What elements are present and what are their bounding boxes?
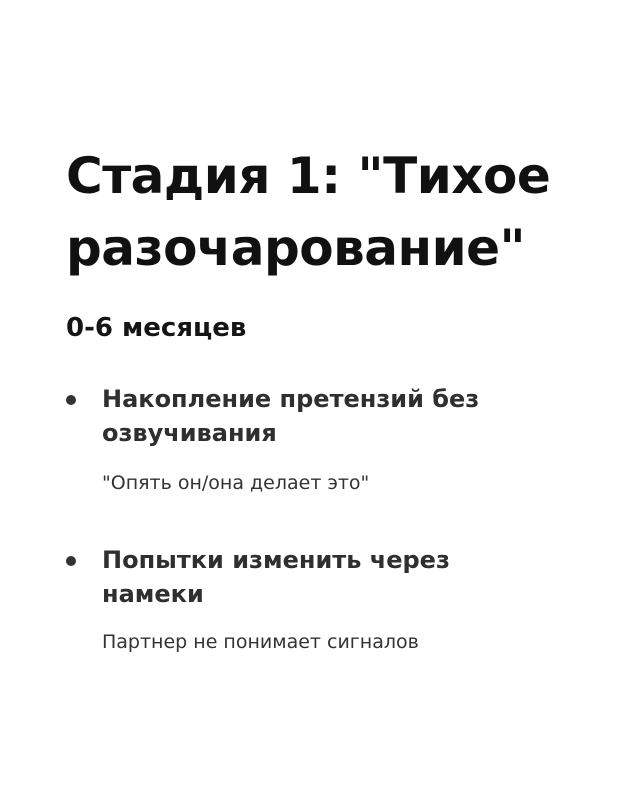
bullet-icon xyxy=(66,556,76,566)
list-item-heading: Накопление претензий без озвучивания xyxy=(102,385,480,447)
list-item-note: "Опять он/она делает это" xyxy=(102,472,370,494)
list-item-heading: Попытки изменить через намеки xyxy=(102,546,450,608)
list-item-note: Партнер не понимает сигналов xyxy=(102,631,419,653)
period-label: 0-6 месяцев xyxy=(66,313,247,343)
bullet-icon xyxy=(66,395,76,405)
slide-title: Стадия 1: "Тихое разочарование" xyxy=(66,147,551,277)
